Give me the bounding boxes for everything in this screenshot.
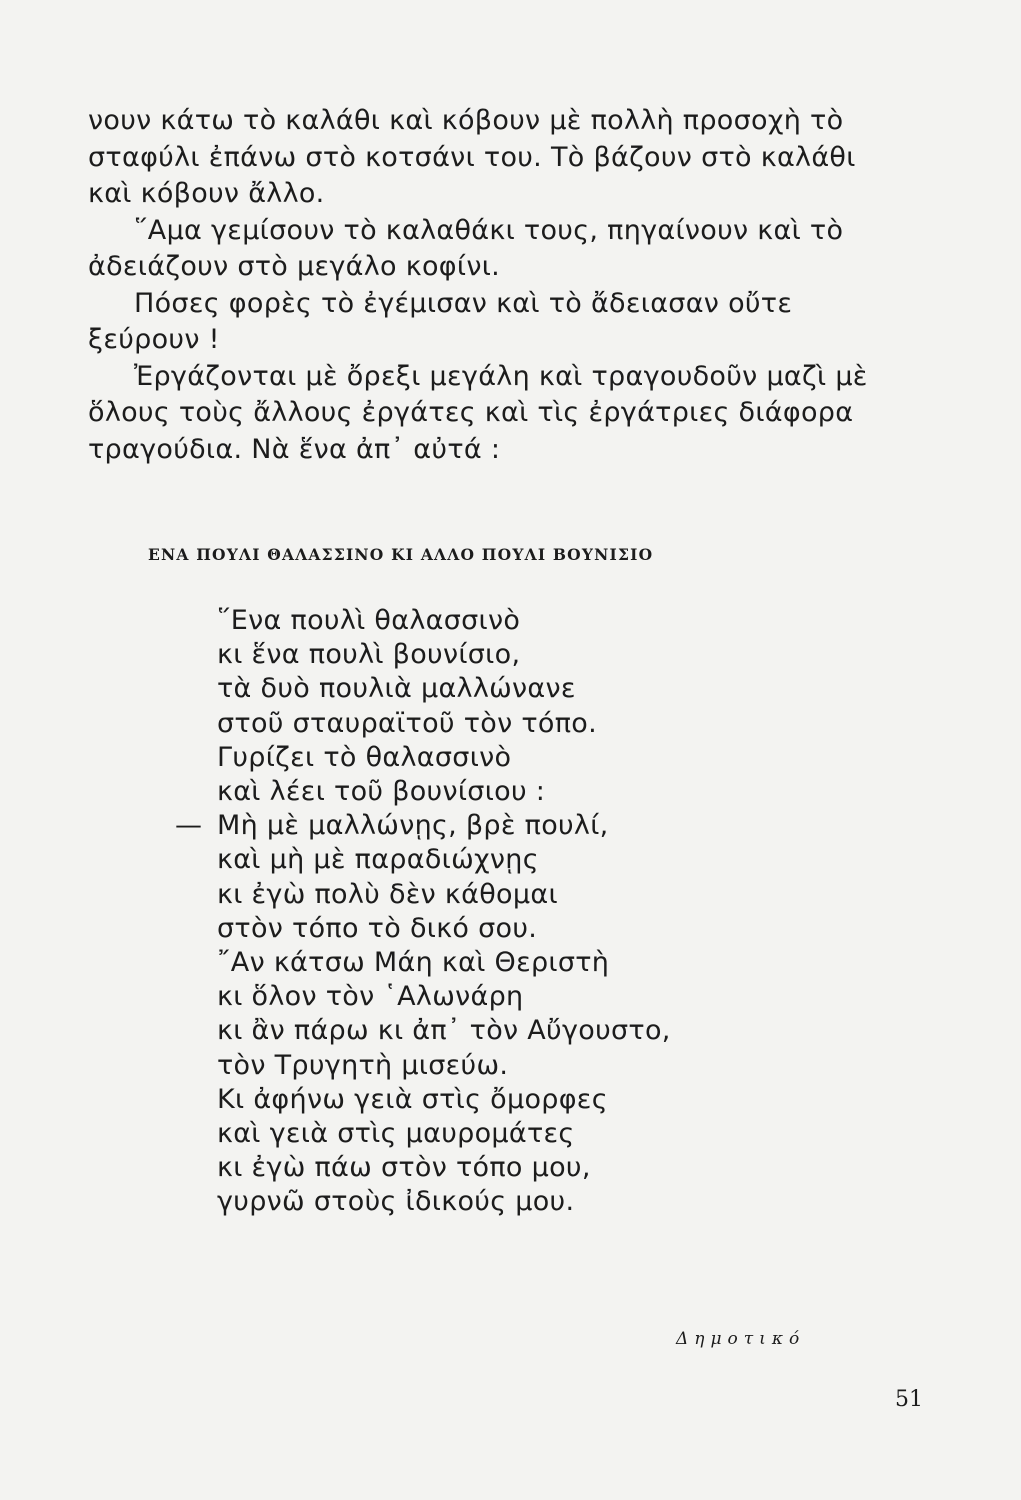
paragraph: ῞Αμα γεμίσουν τὸ καλαθάκι τους, πηγαίνουν καὶ τὸ ἀδειάζουν στὸ μεγάλο κοφίνι.	[88, 214, 844, 282]
poem-line: κι ἐγὼ πολὺ δὲν κάθομαι	[217, 878, 558, 910]
poem-line: καὶ λέει τοῦ βουνίσιου :	[217, 776, 546, 808]
page-number: 51	[895, 1387, 923, 1412]
poem-line: τὸν Τρυγητὴ μισεύω.	[217, 1049, 509, 1081]
poem-line-text: Μὴ μὲ μαλλώνῃς, βρὲ πουλί,	[217, 810, 609, 842]
dialogue-dash: —	[175, 810, 203, 842]
paragraph: Πόσες φορὲς τὸ ἐγέμισαν καὶ τὸ ἄδειασαν οὔτε ξεύρουν !	[88, 287, 793, 355]
poem-line: κι ὅλον τὸν ῾Αλωνάρη	[217, 981, 524, 1013]
poem-line: κι ἐγὼ πάω στὸν τόπο μου,	[217, 1152, 591, 1184]
poem-line: καὶ γειὰ στὶς μαυρομάτες	[217, 1118, 575, 1150]
poem-line: τὰ δυὸ πουλιὰ μαλλώνανε	[217, 673, 576, 705]
poem-line: στοῦ σταυραϊτοῦ τὸν τόπο.	[217, 707, 598, 739]
paragraph: Ἐργάζονται μὲ ὄρεξι μεγάλη καὶ τραγουδοῦν μαζὶ μὲ ὅλους τοὺς ἄλλους ἐργάτες καὶ τὶς ἐργάτριες διάφορα τραγούδια. Νὰ ἕνα ἀπ᾿ αὐτά :	[88, 360, 868, 465]
poem-line: κι ἂν πάρω κι ἀπ᾿ τὸν Αὔγουστο,	[217, 1015, 671, 1047]
poem-line: Γυρίζει τὸ θαλασσινὸ	[217, 741, 512, 773]
poem-line: κι ἕνα πουλὶ βουνίσιο,	[217, 639, 521, 671]
poem-lines	[175, 604, 917, 1220]
poem-line: ῞Ενα πουλὶ θαλασσινὸ	[217, 605, 521, 636]
poem-line: καὶ μὴ μὲ παραδιώχνῃς	[217, 844, 539, 876]
prose-text	[88, 103, 908, 468]
poem-line-dialogue	[175, 809, 917, 843]
poem-line: γυρνῶ στοὺς ἰδικούς μου.	[217, 1186, 575, 1218]
paragraph: νουν κάτω τὸ καλάθι καὶ κόβουν μὲ πολλὴ προσοχὴ τὸ σταφύλι ἐπάνω στὸ κοτσάνι του. Τὸ βάζουν στὸ καλάθι καὶ κόβουν ἄλλο.	[88, 105, 856, 209]
poem-title: ΕΝΑ ΠΟΥΛΙ ΘΑΛΑΣΣΙΝΟ ΚΙ ΑΛΛΟ ΠΟΥΛΙ ΒΟΥΝΙΣΙΟ	[148, 545, 654, 564]
poem-line: στὸν τόπο τὸ δικό σου.	[217, 912, 538, 944]
poem-attribution: Δημοτικό	[676, 1329, 806, 1349]
poem-line: Κι ἀφήνω γειὰ στὶς ὄμορφες	[217, 1083, 608, 1115]
poem-line: ῎Αν κάτσω Μάη καὶ Θεριστὴ	[217, 947, 610, 979]
